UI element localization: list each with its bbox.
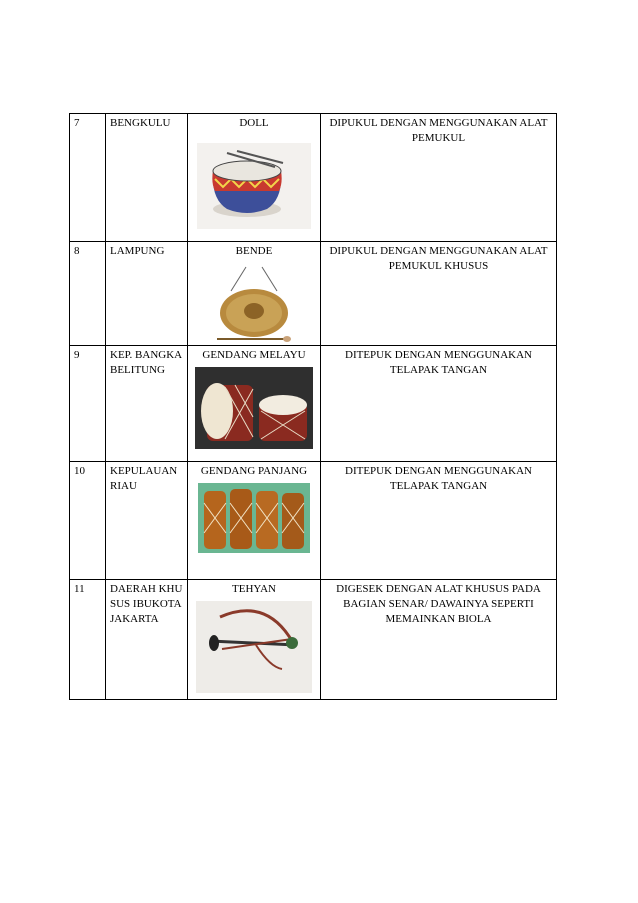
region-name: KEPULAUAN RIAU [106, 462, 188, 580]
table-row [70, 580, 557, 700]
instrument-name: DOLL [239, 117, 269, 129]
table-row [70, 114, 557, 242]
gong-icon [211, 263, 297, 343]
instrument-name: GENDANG PANJANG [200, 465, 308, 477]
play-method: DITEPUK DENGAN MENGGUNAKAN TELAPAK TANGAN [321, 462, 557, 580]
instrument-name: TEHYAN [232, 583, 276, 595]
instrument-cell [188, 114, 321, 242]
row-number: 9 [70, 346, 106, 462]
instrument-name: BENDE [235, 245, 273, 257]
row-number: 8 [70, 242, 106, 346]
region-name: BENGKULU [106, 114, 188, 242]
table-row [70, 242, 557, 346]
instrument-cell [188, 580, 321, 700]
instrument-cell [188, 346, 321, 462]
instrument-cell [188, 242, 321, 346]
instrument-table [69, 113, 557, 700]
row-number: 11 [70, 580, 106, 700]
instrument-name: GENDANG MELAYU [202, 349, 306, 361]
drums-icon [195, 367, 313, 449]
tehyan-fiddle-icon [196, 601, 312, 693]
table-row [70, 462, 557, 580]
doll-drum-icon [197, 143, 311, 229]
region-name: DAERAH KHUSUS IBUKOTA JAKARTA [106, 580, 188, 700]
region-name: LAMPUNG [106, 242, 188, 346]
play-method: DIPUKUL DENGAN MENGGUNAKAN ALAT PEMUKUL KHUSUS [321, 242, 557, 346]
play-method: DITEPUK DENGAN MENGGUNAKAN TELAPAK TANGAN [321, 346, 557, 462]
row-number: 10 [70, 462, 106, 580]
instrument-cell [188, 462, 321, 580]
long-drums-icon [198, 483, 310, 553]
region-name: KEP. BANGKA BELITUNG [106, 346, 188, 462]
table-row [70, 346, 557, 462]
play-method: DIPUKUL DENGAN MENGGUNAKAN ALAT PEMUKUL [321, 114, 557, 242]
play-method: DIGESEK DENGAN ALAT KHUSUS PADA BAGIAN SENAR/ DAWAINYA SEPERTI MEMAINKAN BIOLA [321, 580, 557, 700]
row-number: 7 [70, 114, 106, 242]
